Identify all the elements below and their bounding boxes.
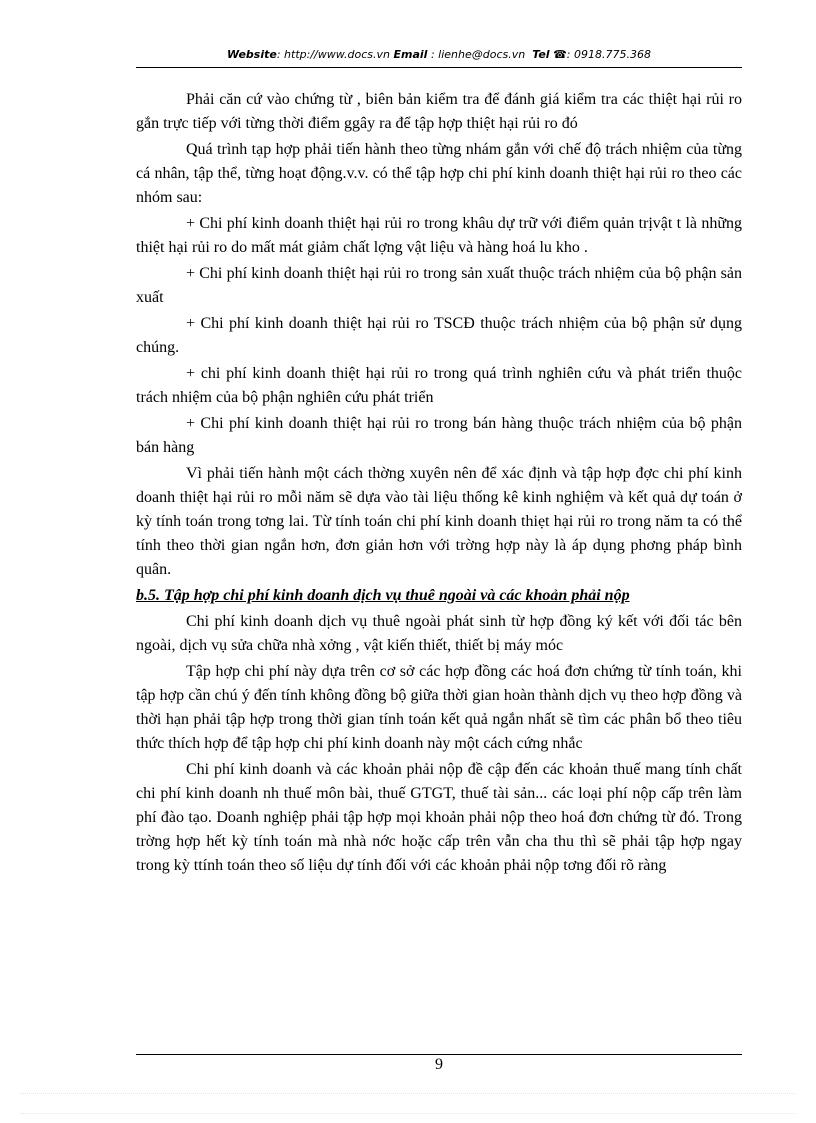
page-header — [136, 48, 742, 66]
phone-icon: ☎ — [553, 48, 567, 61]
bullet-paragraph: + Chi phí kinh doanh thiệt hại rủi ro trong khâu dự trữ với điểm quản trịvật t là những thiệt hại rủi ro do mất mát giảm chất lợng vật liệu và hàng hoá lu kho . — [136, 215, 742, 256]
tel-label: Tel — [532, 48, 550, 61]
page-number: 9 — [435, 1056, 443, 1073]
website-value: : http://www.docs.vn — [276, 48, 391, 61]
paragraph: Tập hợp chi phí này dựa trên cơ sở các hợp đồng các hoá đơn chứng từ tính toán, khi tập hợp cần chú ý đến tính không đồng bộ giữa thời gian hoàn thành dịch vụ theo hợp đồng và thời hạn phải tập hợp trong thời gian tính toán kết quả ngắn nhất sẽ tìm các phân bổ theo tiêu thức thích hợp để tập hợp chi phí kinh doanh này một cách cứng nhắc — [136, 663, 742, 752]
bullet-paragraph: + Chi phí kinh doanh thiệt hại rủi ro trong sản xuất thuộc trách nhiệm của bộ phận sản xuất — [136, 265, 742, 306]
section-heading: b.5. Tập hợp chi phí kinh doanh dịch vụ thuê ngoài và các khoản phải nộp — [136, 587, 630, 604]
document-body — [136, 88, 742, 880]
paragraph: Quá trình tạp hợp phải tiến hành theo từng nhám gắn với chế độ trách nhiệm của từng cá nhân, tập thể, từng hoạt động.v.v. có thể tập hợp chi phí kinh doanh thiệt hại rủi ro theo các nhóm sau: — [136, 141, 742, 206]
tel-value: : 0918.775.368 — [566, 48, 651, 61]
paragraph: Chi phí kinh doanh dịch vụ thuê ngoài phát sinh từ hợp đồng ký kết với đối tác bên ngoài, dịch vụ sửa chữa nhà xởng , vật kiến thiết, thiết bị máy móc — [136, 613, 742, 654]
footer-rule — [136, 1054, 742, 1055]
paragraph: Vì phải tiến hành một cách thờng xuyên nên để xác định và tập hợp đợc chi phí kinh doanh thiệt hại rủi ro mỗi năm sẽ dựa vào tài liệu thống kê kinh nghiệm và kết quả dự toán ở kỳ tính toán trong tơng lai. Từ tính toán chi phí kinh doanh thiẹt hại rủi ro trong năm ta có thể tính theo thời gian ngắn hơn, đơn giản hơn với trờng hợp này là áp dụng phơng pháp bình quân. — [136, 465, 742, 578]
bullet-paragraph: + Chi phí kinh doanh thiệt hại rủi ro TSCĐ thuộc trách nhiệm của bộ phận sử dụng chúng. — [136, 315, 742, 356]
dotted-border — [20, 1093, 796, 1094]
paragraph: Chi phí kinh doanh và các khoản phải nộp đề cập đến các khoản thuế mang tính chất chi phí kinh doanh nh thuế môn bài, thuế GTGT, thuế tài sản... các loại phí nộp cấp trên làm phí đào tạo. Doanh nghiệp phải tập hợp mọi khoản phải nộp theo hoá đơn chứng từ đó. Trong trờng hợp hết kỳ tính toán mà nhà nớc hoặc cấp trên vẫn cha thu thì sẽ phải tập hợp ngay trong kỳ ttính toán theo số liệu dự tính đối với các khoản phải nộp tơng đối rõ ràng — [136, 761, 742, 874]
bullet-paragraph: + chi phí kinh doanh thiệt hại rủi ro trong quá trình nghiên cứu và phát triển thuộc trách nhiệm của bộ phận nghiên cứu phát triển — [136, 365, 742, 406]
dotted-border — [20, 1113, 796, 1114]
header-rule — [136, 67, 742, 68]
email-value: : lienhe@docs.vn — [427, 48, 526, 61]
paragraph: Phải căn cứ vào chứng từ , biên bản kiểm tra để đánh giá kiểm tra các thiệt hại rủi ro gắn trực tiếp với từng thời điểm ggây ra để tập hợp thiệt hại rủi ro đó — [136, 91, 742, 132]
website-label: Website — [227, 48, 277, 61]
bullet-paragraph: + Chi phí kinh doanh thiệt hại rủi ro trong bán hàng thuộc trách nhiệm của bộ phận bán hàng — [136, 415, 742, 456]
email-label: Email — [393, 48, 428, 61]
